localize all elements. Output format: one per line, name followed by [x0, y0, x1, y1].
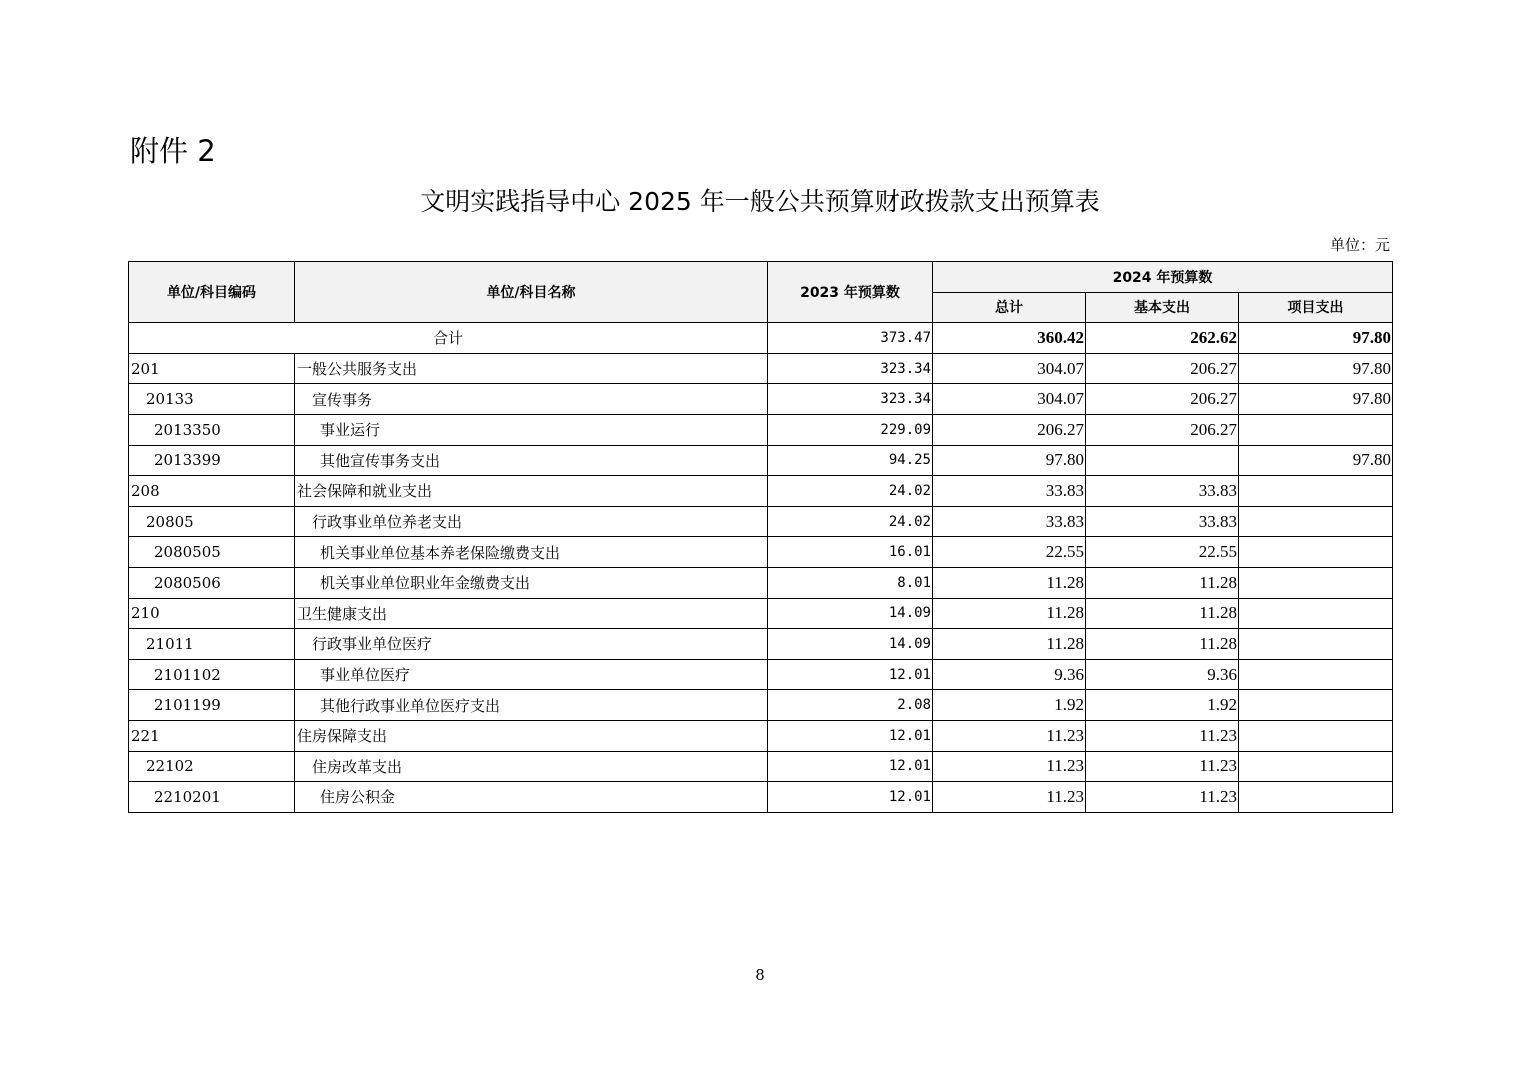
- header-total: 总计: [933, 292, 1086, 323]
- row-total: 33.83: [933, 476, 1086, 507]
- table-row: [129, 537, 1393, 568]
- row-code: 2080505: [129, 537, 295, 568]
- row-basic: 206.27: [1086, 353, 1239, 384]
- row-code: 2210201: [129, 782, 295, 813]
- header-project: 项目支出: [1239, 292, 1393, 323]
- row-total: 33.83: [933, 506, 1086, 537]
- row-project: [1239, 567, 1393, 598]
- row-code: 201: [129, 353, 295, 384]
- row-budget-2023: 12.01: [768, 751, 933, 782]
- row-total: 304.07: [933, 384, 1086, 415]
- row-basic: 11.23: [1086, 720, 1239, 751]
- row-budget-2023: 323.34: [768, 384, 933, 415]
- row-budget-2023: 24.02: [768, 476, 933, 507]
- row-name: 宣传事务: [295, 384, 768, 415]
- row-basic: 206.27: [1086, 414, 1239, 445]
- row-budget-2023: 14.09: [768, 629, 933, 660]
- row-budget-2023: 12.01: [768, 782, 933, 813]
- row-total: 11.28: [933, 598, 1086, 629]
- table-row: [129, 414, 1393, 445]
- row-project: [1239, 720, 1393, 751]
- row-name: 行政事业单位养老支出: [295, 506, 768, 537]
- row-total: 11.23: [933, 751, 1086, 782]
- row-project: [1239, 537, 1393, 568]
- row-basic: 11.23: [1086, 782, 1239, 813]
- total-project: 97.80: [1239, 323, 1393, 354]
- budget-table: [128, 261, 1393, 813]
- row-total: 22.55: [933, 537, 1086, 568]
- row-name: 机关事业单位职业年金缴费支出: [295, 567, 768, 598]
- total-row: [129, 323, 1393, 354]
- row-project: [1239, 751, 1393, 782]
- table-row: [129, 506, 1393, 537]
- row-budget-2023: 14.09: [768, 598, 933, 629]
- row-project: [1239, 690, 1393, 721]
- row-code: 22102: [129, 751, 295, 782]
- row-basic: 33.83: [1086, 476, 1239, 507]
- row-basic: 11.28: [1086, 629, 1239, 660]
- row-basic: 206.27: [1086, 384, 1239, 415]
- table-row: [129, 720, 1393, 751]
- row-basic: 11.23: [1086, 751, 1239, 782]
- row-basic: 33.83: [1086, 506, 1239, 537]
- total-budget-2023: 373.47: [768, 323, 933, 354]
- page-number: 8: [755, 966, 765, 984]
- row-name: 其他行政事业单位医疗支出: [295, 690, 768, 721]
- row-name: 社会保障和就业支出: [295, 476, 768, 507]
- row-basic: 11.28: [1086, 567, 1239, 598]
- table-row: [129, 476, 1393, 507]
- row-total: 11.28: [933, 629, 1086, 660]
- row-budget-2023: 8.01: [768, 567, 933, 598]
- header-basic: 基本支出: [1086, 292, 1239, 323]
- table-row: [129, 353, 1393, 384]
- row-basic: 11.28: [1086, 598, 1239, 629]
- row-total: 206.27: [933, 414, 1086, 445]
- row-budget-2023: 2.08: [768, 690, 933, 721]
- header-code: 单位/科目编码: [129, 262, 295, 323]
- row-total: 97.80: [933, 445, 1086, 476]
- table-row: [129, 659, 1393, 690]
- table-row: [129, 445, 1393, 476]
- table-row: [129, 567, 1393, 598]
- row-total: 11.23: [933, 720, 1086, 751]
- row-code: 20133: [129, 384, 295, 415]
- row-code: 2101102: [129, 659, 295, 690]
- row-name: 住房保障支出: [295, 720, 768, 751]
- row-total: 9.36: [933, 659, 1086, 690]
- row-code: 21011: [129, 629, 295, 660]
- table-row: [129, 690, 1393, 721]
- row-name: 事业运行: [295, 414, 768, 445]
- row-name: 机关事业单位基本养老保险缴费支出: [295, 537, 768, 568]
- row-budget-2023: 16.01: [768, 537, 933, 568]
- row-code: 221: [129, 720, 295, 751]
- row-name: 卫生健康支出: [295, 598, 768, 629]
- header-name: 单位/科目名称: [295, 262, 768, 323]
- row-budget-2023: 12.01: [768, 720, 933, 751]
- table-row: [129, 598, 1393, 629]
- row-project: 97.80: [1239, 353, 1393, 384]
- row-basic: 1.92: [1086, 690, 1239, 721]
- row-project: [1239, 476, 1393, 507]
- row-total: 304.07: [933, 353, 1086, 384]
- row-project: [1239, 629, 1393, 660]
- row-basic: 22.55: [1086, 537, 1239, 568]
- page-title: 文明实践指导中心 2025 年一般公共预算财政拨款支出预算表: [420, 187, 1100, 216]
- row-code: 2101199: [129, 690, 295, 721]
- table-row: [129, 629, 1393, 660]
- total-basic: 262.62: [1086, 323, 1239, 354]
- row-basic: 9.36: [1086, 659, 1239, 690]
- table-row: [129, 384, 1393, 415]
- row-name: 事业单位医疗: [295, 659, 768, 690]
- header-budget-2024: 2024 年预算数: [933, 262, 1393, 293]
- row-total: 1.92: [933, 690, 1086, 721]
- row-code: 2080506: [129, 567, 295, 598]
- row-name: 行政事业单位医疗: [295, 629, 768, 660]
- attachment-label: 附件 2: [130, 134, 216, 168]
- total-label: 合计: [129, 323, 768, 354]
- row-budget-2023: 229.09: [768, 414, 933, 445]
- table-row: [129, 782, 1393, 813]
- row-budget-2023: 24.02: [768, 506, 933, 537]
- header-budget-2023: 2023 年预算数: [768, 262, 933, 323]
- row-code: 210: [129, 598, 295, 629]
- unit-label: 单位：元: [1329, 236, 1390, 254]
- row-project: [1239, 598, 1393, 629]
- row-project: [1239, 782, 1393, 813]
- row-name: 住房公积金: [295, 782, 768, 813]
- row-total: 11.23: [933, 782, 1086, 813]
- row-basic: [1086, 445, 1239, 476]
- table-row: [129, 751, 1393, 782]
- row-total: 11.28: [933, 567, 1086, 598]
- row-project: [1239, 506, 1393, 537]
- row-budget-2023: 12.01: [768, 659, 933, 690]
- row-project: 97.80: [1239, 384, 1393, 415]
- row-code: 20805: [129, 506, 295, 537]
- row-budget-2023: 323.34: [768, 353, 933, 384]
- row-code: 208: [129, 476, 295, 507]
- row-name: 一般公共服务支出: [295, 353, 768, 384]
- row-project: [1239, 659, 1393, 690]
- total-total: 360.42: [933, 323, 1086, 354]
- row-code: 2013399: [129, 445, 295, 476]
- row-name: 住房改革支出: [295, 751, 768, 782]
- row-project: [1239, 414, 1393, 445]
- row-project: 97.80: [1239, 445, 1393, 476]
- row-budget-2023: 94.25: [768, 445, 933, 476]
- row-name: 其他宣传事务支出: [295, 445, 768, 476]
- row-code: 2013350: [129, 414, 295, 445]
